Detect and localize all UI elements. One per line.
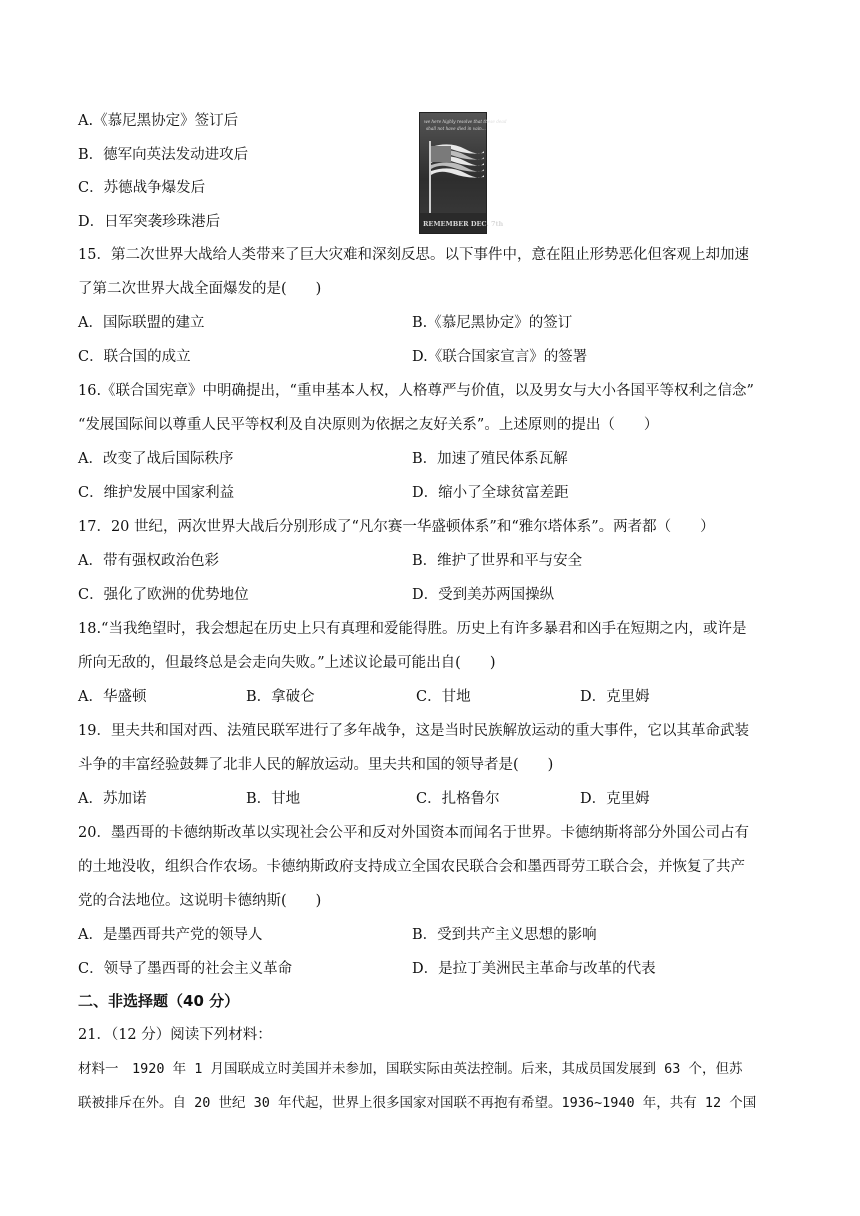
q14-option-c: C．苏德战争爆发后 bbox=[78, 180, 206, 196]
q19-option-c: C．扎格鲁尔 bbox=[416, 791, 500, 807]
q17-option-d: D．受到美苏两国操纵 bbox=[412, 587, 555, 603]
q16-option-d: D．缩小了全球贫富差距 bbox=[412, 485, 569, 501]
q18-option-a: A．华盛顿 bbox=[78, 689, 147, 705]
q20-option-a: A．是墨西哥共产党的领导人 bbox=[78, 927, 263, 943]
q18-stem-line-1: 18.“当我绝望时，我会想起在历史上只有真理和爱能得胜。历史上有许多暴君和凶手在短期之内，或许是 bbox=[78, 621, 747, 637]
q20-option-c: C．领导了墨西哥的社会主义革命 bbox=[78, 961, 293, 977]
q16-option-c: C．维护发展中国家利益 bbox=[78, 485, 235, 501]
q20-stem-line-2: 的土地没收，组织合作农场。卡德纳斯政府支持成立全国农民联合会和墨西哥劳工联合会，并恢复了共产 bbox=[78, 859, 745, 875]
q17-option-a: A．带有强权政治色彩 bbox=[78, 553, 219, 569]
q15-stem-line-2: 了第二次世界大战全面爆发的是( ) bbox=[78, 281, 322, 297]
section-2-heading: 二、非选择题（40 分） bbox=[78, 992, 240, 1010]
q14-option-a: A.《慕尼黑协定》签订后 bbox=[78, 113, 239, 129]
q18-option-d: D．克里姆 bbox=[580, 689, 650, 705]
q19-option-b: B．甘地 bbox=[246, 791, 301, 807]
q20-option-b: B．受到共产主义思想的影响 bbox=[412, 927, 597, 943]
q21-material-1-line-2: 联被排斥在外。自 20 世纪 30 年代起，世界上很多国家对国联不再抱有希望。1936~1940 年，共有 12 个国 bbox=[78, 1095, 757, 1111]
q19-stem-line-2: 斗争的丰富经验鼓舞了北非人民的解放运动。里夫共和国的领导者是( ) bbox=[78, 757, 554, 773]
q21-stem-line-1: 21．（12 分）阅读下列材料： bbox=[78, 1027, 272, 1043]
q14-option-d: D．日军突袭珍珠港后 bbox=[78, 214, 221, 230]
q16-option-a: A．改变了战后国际秩序 bbox=[78, 451, 234, 467]
q15-option-c: C．联合国的成立 bbox=[78, 349, 191, 365]
q19-option-d: D．克里姆 bbox=[580, 791, 650, 807]
q17-option-b: B．维护了世界和平与安全 bbox=[412, 553, 583, 569]
q20-stem-line-1: 20．墨西哥的卡德纳斯改革以实现社会公平和反对外国资本而闻名于世界。卡德纳斯将部分外国公司占有 bbox=[78, 825, 749, 841]
q15-option-a: A．国际联盟的建立 bbox=[78, 315, 205, 331]
q18-stem-line-2: 所向无敌的，但最终总是会走向失败。”上述议论最可能出自( ) bbox=[78, 655, 496, 671]
q15-option-b: B.《慕尼黑协定》的签订 bbox=[412, 315, 573, 331]
flag-graphic bbox=[431, 144, 484, 177]
q20-option-d: D．是拉丁美洲民主革命与改革的代表 bbox=[412, 961, 656, 977]
q17-stem-line-1: 17．20 世纪，两次世界大战后分别形成了“凡尔赛一华盛顿体系”和“雅尔塔体系”。两者都（ ） bbox=[78, 519, 715, 535]
poster-bottom-text: REMEMBER DEC. 7th bbox=[423, 220, 504, 228]
q16-option-b: B．加速了殖民体系瓦解 bbox=[412, 451, 568, 467]
poster-top-text-1: we here highly resolve that these dead bbox=[424, 119, 507, 124]
q16-stem-line-2: “发展国际间以尊重人民平等权利及自决原则为依据之友好关系”。上述原则的提出（ ） bbox=[78, 417, 659, 433]
remember-dec-7-poster bbox=[419, 112, 507, 234]
q15-stem-line-1: 15．第二次世界大战给人类带来了巨大灾难和深刻反思。以下事件中，意在阻止形势恶化但客观上却加速 bbox=[78, 247, 749, 263]
q19-stem-line-1: 19．里夫共和国对西、法殖民联军进行了多年战争，这是当时民族解放运动的重大事件，它以其革命武装 bbox=[78, 723, 749, 739]
q18-option-c: C．甘地 bbox=[416, 689, 471, 705]
q15-option-d: D.《联合国家宣言》的签署 bbox=[412, 349, 588, 365]
q14-option-b: B．德军向英法发动进攻后 bbox=[78, 147, 249, 163]
poster-top-text-2: shall not have died in vain... bbox=[426, 126, 486, 131]
q20-stem-line-3: 党的合法地位。这说明卡德纳斯( ) bbox=[78, 893, 322, 909]
q18-option-b: B．拿破仑 bbox=[246, 689, 315, 705]
q19-option-a: A．苏加诺 bbox=[78, 791, 147, 807]
q17-option-c: C．强化了欧洲的优势地位 bbox=[78, 587, 249, 603]
q21-material-1-line-1: 材料一 1920 年 1 月国联成立时美国并未参加，国联实际由英法控制。后来，其成员国发展到 63 个，但苏 bbox=[78, 1061, 743, 1077]
q16-stem-line-1: 16.《联合国宪章》中明确提出，“重申基本人权，人格尊严与价值，以及男女与大小各国平等权利之信念” bbox=[78, 383, 754, 399]
